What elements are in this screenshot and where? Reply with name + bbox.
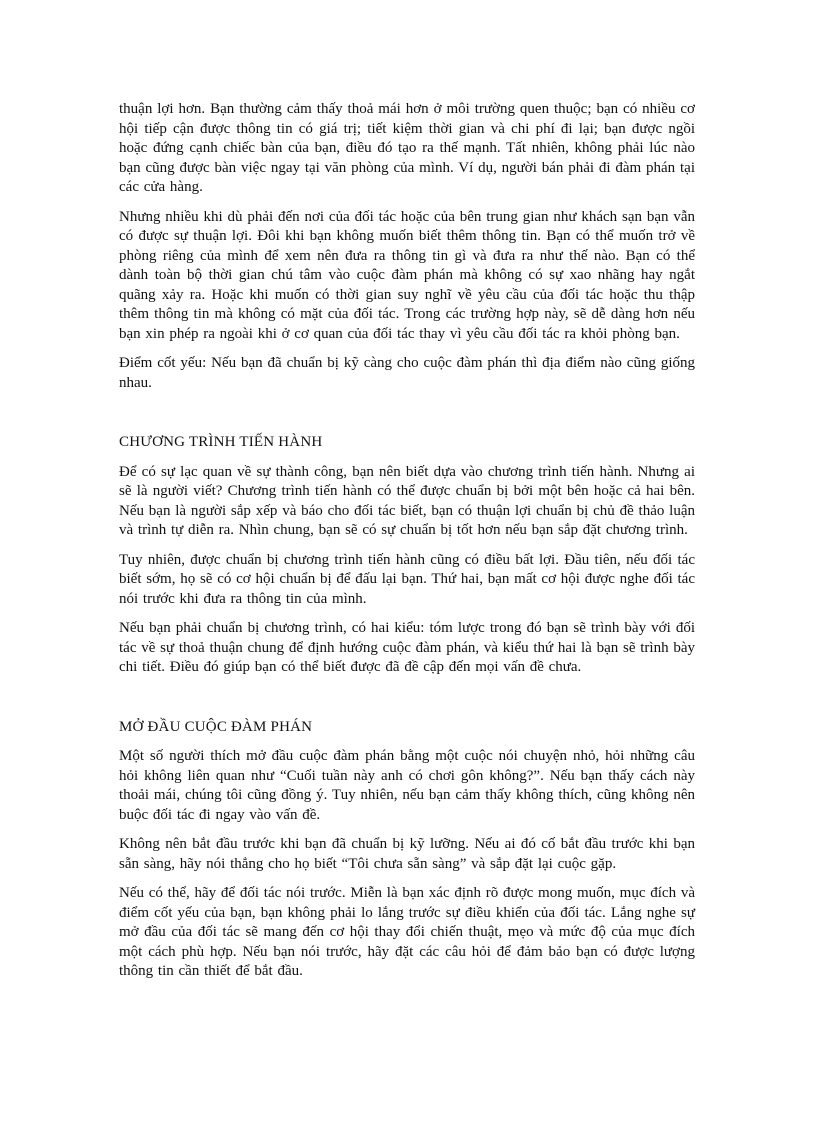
section-heading-agenda: CHƯƠNG TRÌNH TIẾN HÀNH (119, 434, 323, 450)
paragraph: Không nên bắt đầu trước khi bạn đã chuẩn bị kỹ lưỡng. Nếu ai đó cố bắt đầu trước khi bạn sẵn sàng, hãy nói thẳng cho họ biết “Tôi chưa sẵn sàng” và sắp đặt lại cuộc gặp. (119, 836, 695, 872)
paragraph: Nhưng nhiều khi dù phải đến nơi của đối tác hoặc của bên trung gian như khách sạn bạn vẫn có được sự thuận lợi. Đôi khi bạn không muốn biết thêm thông tin. Bạn có thể muốn trở về phòng riêng của mình để xem nên đưa ra thông tin gì và đưa ra như thế nào. Bạn có thể dành toàn bộ thời gian chú tâm vào cuộc đàm phán mà không có sự xao nhãng hay ngắt quãng xảy ra. Hoặc khi muốn có thời gian suy nghĩ về yêu cầu của đối tác hoặc thu thập thêm thông tin mà không có mặt của đối tác. Trong các trường hợp này, sẽ dễ dàng hơn nếu bạn xin phép ra ngoài khi ở cơ quan của đối tác thay vì yêu cầu đối tác ra khỏi phòng bạn. (119, 208, 695, 342)
paragraph: thuận lợi hơn. Bạn thường cảm thấy thoả mái hơn ở môi trường quen thuộc; bạn có nhiều cơ hội tiếp cận được thông tin có giá trị; tiết kiệm thời gian và chi phí đi lại; bạn được ngồi hoặc đứng cạnh chiếc bàn của bạn, điều đó tạo ra thế mạnh. Tất nhiên, không phải lúc nào bạn cũng được bàn việc ngay tại văn phòng của mình. Ví dụ, người bán phải đi đàm phán tại các cửa hàng. (119, 101, 695, 195)
paragraph: Nếu bạn phải chuẩn bị chương trình, có hai kiểu: tóm lược trong đó bạn sẽ trình bày với đối tác về sự thoả thuận chung để định hướng cuộc đàm phán, và kiểu thứ hai là bạn sẽ trình bày chi tiết. Điều đó giúp bạn có thể biết được đã đề cập đến mọi vấn đề chưa. (119, 620, 695, 675)
paragraph: Để có sự lạc quan về sự thành công, bạn nên biết dựa vào chương trình tiến hành. Nhưng ai sẽ là người viết? Chương trình tiến hành có thể được chuẩn bị bởi một bên hoặc cả hai bên. Nếu bạn là người sắp xếp và báo cho đối tác biết, bạn có thuận lợi chuẩn bị chủ đề thảo luận và trình tự diễn ra. Nhìn chung, bạn sẽ có sự chuẩn bị tốt hơn nếu bạn sắp đặt chương trình. (119, 463, 695, 538)
key-point-paragraph: Điểm cốt yếu: Nếu bạn đã chuẩn bị kỹ càng cho cuộc đàm phán thì địa điểm nào cũng giống nhau. (119, 355, 695, 391)
paragraph: Tuy nhiên, được chuẩn bị chương trình tiến hành cũng có điều bất lợi. Đầu tiên, nếu đối tác biết sớm, họ sẽ có cơ hội chuẩn bị để đấu lại bạn. Thứ hai, bạn mất cơ hội được nghe đối tác nói trước khi đưa ra thông tin của mình. (119, 551, 695, 607)
document-page (119, 100, 695, 992)
paragraph: Một số người thích mở đầu cuộc đàm phán bằng một cuộc nói chuyện nhỏ, hỏi những câu hỏi không liên quan như “Cuối tuần này anh có chơi gôn không?”. Nếu bạn thấy cách này thoải mái, chúng tôi cũng đồng ý. Tuy nhiên, nếu bạn cảm thấy không thích, cũng không nên buộc đối tác đi ngay vào vấn đề. (119, 748, 695, 823)
paragraph: Nếu có thể, hãy để đối tác nói trước. Miễn là bạn xác định rõ được mong muốn, mục đích và điểm cốt yếu của bạn, bạn không phải lo lắng trước sự điều khiển của đối tác. Lắng nghe sự mở đầu của đối tác sẽ mang đến cơ hội thay đổi chiến thuật, mẹo và mức độ của mục đích một cách phù hợp. Nếu bạn nói trước, hãy đặt các câu hỏi để đảm bảo bạn có được lượng thông tin cần thiết để bắt đầu. (119, 885, 695, 979)
section-heading-opening: MỞ ĐẦU CUỘC ĐÀM PHÁN (119, 718, 313, 735)
